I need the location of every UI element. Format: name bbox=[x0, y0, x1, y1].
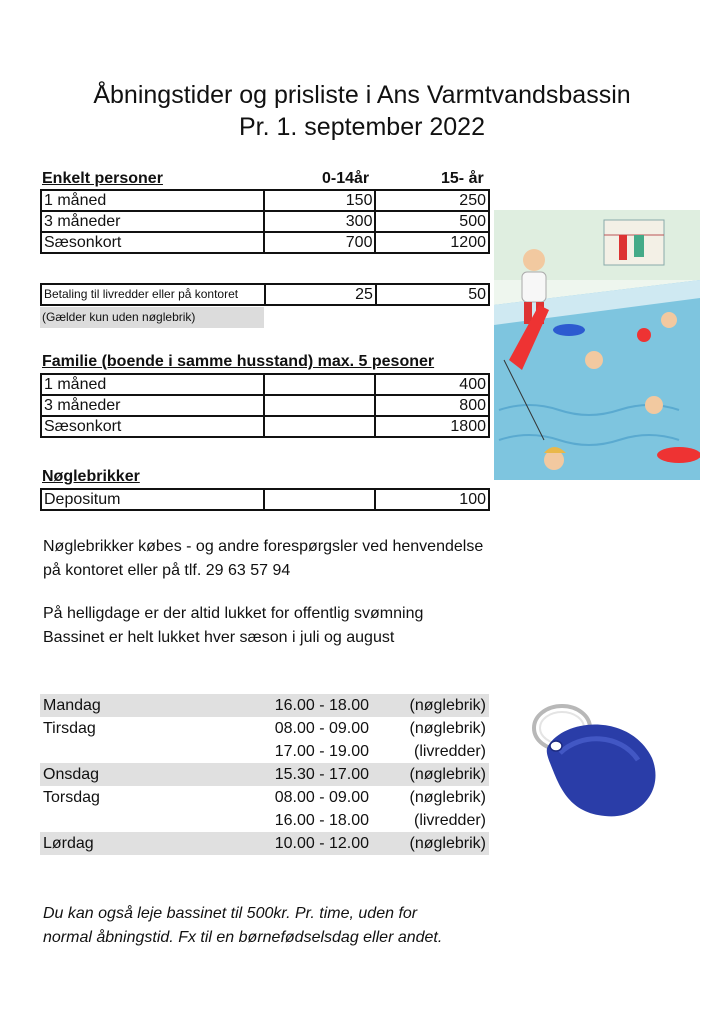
schedule-row bbox=[40, 786, 489, 809]
table-row bbox=[41, 374, 489, 395]
row-label: 3 måneder bbox=[41, 395, 264, 416]
table-row bbox=[41, 284, 489, 305]
individual-price-table bbox=[40, 189, 490, 254]
opening-hours-schedule bbox=[40, 694, 489, 855]
schedule-day: Torsdag bbox=[43, 789, 100, 806]
schedule-row bbox=[40, 694, 489, 717]
family-price-table bbox=[40, 373, 490, 438]
schedule-row bbox=[40, 809, 489, 832]
row-label: 1 måned bbox=[41, 190, 264, 211]
table-row bbox=[41, 190, 489, 211]
schedule-time: 16.00 - 18.00 bbox=[274, 812, 369, 829]
schedule-row bbox=[40, 740, 489, 763]
schedule-time: 16.00 - 18.00 bbox=[274, 697, 369, 714]
col-head-child: 0-14år bbox=[322, 170, 370, 187]
schedule-type: (nøglebrik) bbox=[409, 835, 486, 852]
keys-heading: Nøglebrikker bbox=[42, 468, 140, 485]
table-row bbox=[41, 211, 489, 232]
price-child: 150 bbox=[264, 190, 375, 211]
empty-cell bbox=[264, 395, 375, 416]
schedule-time: 17.00 - 19.00 bbox=[274, 743, 369, 760]
individual-heading: Enkelt personer bbox=[42, 170, 163, 187]
rental-note bbox=[43, 902, 442, 950]
price-value: 400 bbox=[375, 374, 489, 395]
schedule-row bbox=[40, 717, 489, 740]
schedule-day: Mandag bbox=[43, 697, 101, 714]
page-title-line2: Pr. 1. september 2022 bbox=[239, 113, 485, 141]
row-label: Depositum bbox=[41, 489, 264, 510]
rental-note-line-1: Du kan også leje bassinet til 500kr. Pr. time, uden for bbox=[43, 905, 418, 922]
price-child: 25 bbox=[265, 284, 376, 305]
row-label: Sæsonkort bbox=[41, 416, 264, 437]
schedule-day: Onsdag bbox=[43, 766, 100, 783]
schedule-type: (nøglebrik) bbox=[409, 766, 486, 783]
info-line-2: på kontoret eller på tlf. 29 63 57 94 bbox=[43, 562, 291, 579]
empty-cell bbox=[264, 489, 375, 510]
row-label: 3 måneder bbox=[41, 211, 264, 232]
rental-note-line-2: normal åbningstid. Fx til en børnefødselsdag eller andet. bbox=[43, 929, 443, 946]
price-child: 300 bbox=[264, 211, 375, 232]
table-row bbox=[41, 232, 489, 253]
schedule-row bbox=[40, 763, 489, 786]
family-heading: Familie (boende i samme husstand) max. 5 pesoner bbox=[42, 353, 435, 370]
schedule-type: (nøglebrik) bbox=[409, 789, 486, 806]
table-row bbox=[41, 395, 489, 416]
empty-cell bbox=[264, 416, 375, 437]
schedule-day: Tirsdag bbox=[43, 720, 96, 737]
schedule-time: 10.00 - 12.00 bbox=[274, 835, 369, 852]
price-value: 1800 bbox=[375, 416, 489, 437]
price-adult: 250 bbox=[375, 190, 489, 211]
row-label: Betaling til livredder eller på kontoret bbox=[41, 284, 265, 305]
row-label: 1 måned bbox=[41, 374, 264, 395]
price-value: 800 bbox=[375, 395, 489, 416]
schedule-time: 08.00 - 09.00 bbox=[274, 720, 369, 737]
schedule-type: (livredder) bbox=[413, 812, 486, 829]
schedule-type: (nøglebrik) bbox=[409, 697, 486, 714]
row-label: Sæsonkort bbox=[41, 232, 264, 253]
schedule-type: (livredder) bbox=[413, 743, 486, 760]
price-adult: 500 bbox=[375, 211, 489, 232]
info-line-3: På helligdage er der altid lukket for offentlig svømning bbox=[43, 605, 424, 622]
col-head-adult: 15- år bbox=[441, 170, 484, 187]
price-value: 100 bbox=[375, 489, 489, 510]
schedule-day: Lørdag bbox=[43, 835, 94, 852]
schedule-time: 15.30 - 17.00 bbox=[274, 766, 369, 783]
table-row bbox=[41, 416, 489, 437]
pool-illustration bbox=[494, 210, 700, 480]
info-line-1: Nøglebrikker købes - og andre forespørgsler ved henvendelse bbox=[43, 538, 484, 555]
empty-cell bbox=[264, 374, 375, 395]
payment-note: (Gælder kun uden nøglebrik) bbox=[40, 307, 264, 328]
price-adult: 1200 bbox=[375, 232, 489, 253]
keys-price-table bbox=[40, 488, 490, 511]
single-payment-table bbox=[40, 283, 490, 306]
schedule-type: (nøglebrik) bbox=[409, 720, 486, 737]
table-row bbox=[41, 489, 489, 510]
schedule-row bbox=[40, 832, 489, 855]
page-title-line1: Åbningstider og prisliste i Ans Varmtvandsbassin bbox=[93, 81, 631, 109]
info-line-4: Bassinet er helt lukket hver sæson i juli og august bbox=[43, 629, 395, 646]
key-fob-icon bbox=[520, 698, 670, 828]
schedule-time: 08.00 - 09.00 bbox=[274, 789, 369, 806]
price-adult: 50 bbox=[376, 284, 489, 305]
price-child: 700 bbox=[264, 232, 375, 253]
